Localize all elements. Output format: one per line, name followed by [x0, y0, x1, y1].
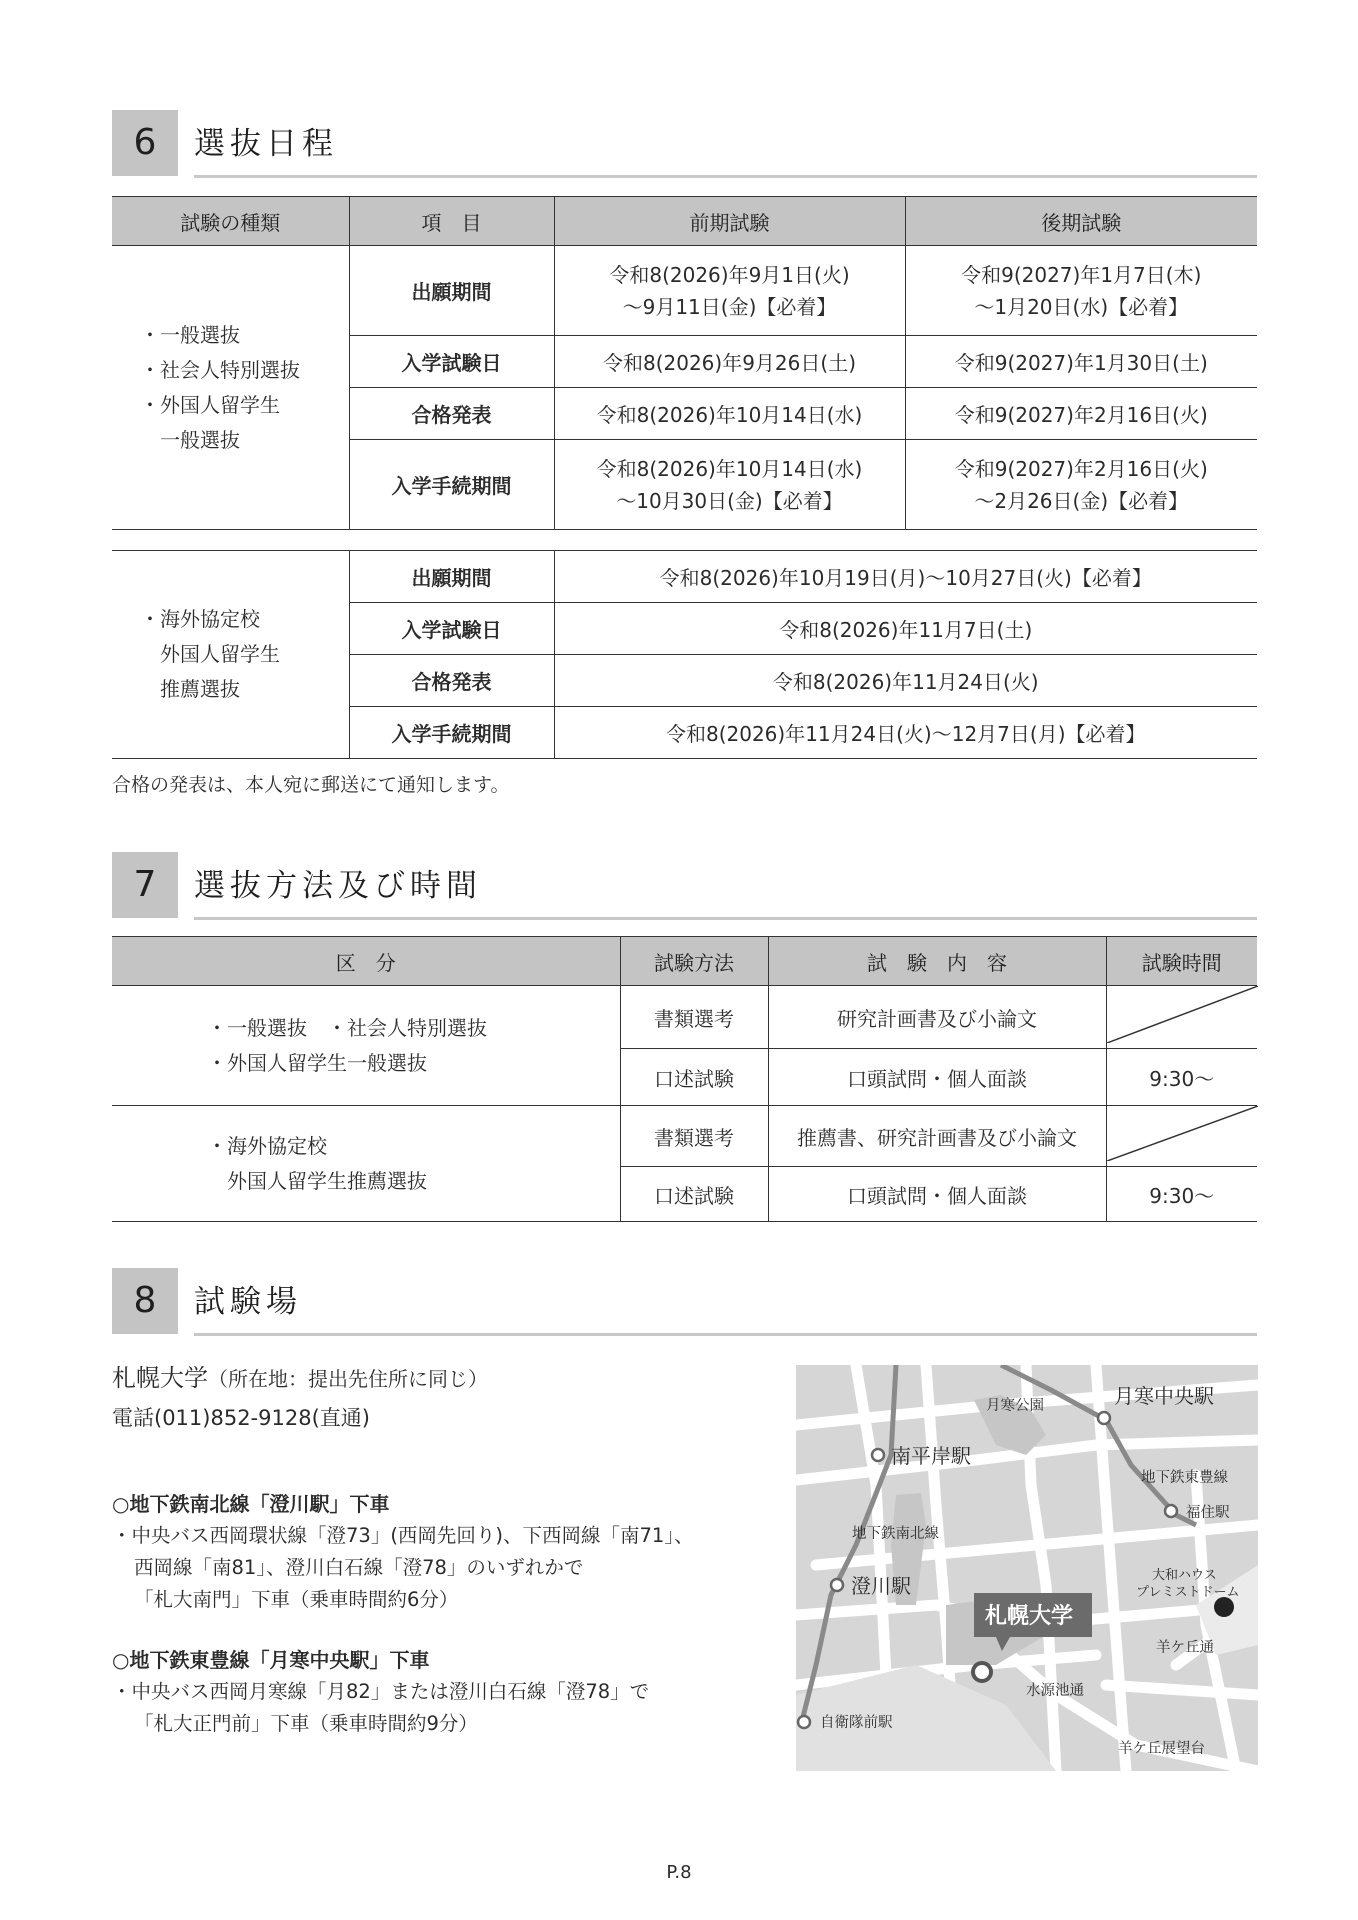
exam-type: ・一般選抜 [140, 322, 240, 347]
early-date: 令和8(2026)年10月14日(水) ～10月30日(金)【必着】 [554, 440, 905, 530]
item-label: 入学試験日 [349, 336, 554, 388]
content: 口頭試問・個人面談 [768, 1167, 1106, 1222]
content: 研究計画書及び小論文 [768, 986, 1106, 1049]
late-date: 令和9(2027)年2月16日(火) ～2月26日(金)【必着】 [905, 440, 1257, 530]
dome-marker [1214, 1597, 1234, 1617]
section-number: 7 [112, 852, 178, 918]
access-line: 「札大正門前」下車（乗車時間約9分） [134, 1712, 478, 1735]
section-rule [194, 175, 1257, 178]
date-value: 令和8(2026)年11月24日(火)～12月7日(月)【必着】 [554, 707, 1257, 759]
section-title: 選抜日程 [194, 126, 338, 162]
col-header-early: 前期試験 [554, 197, 905, 246]
section-number: 8 [112, 1268, 178, 1334]
exam-type: ・海外協定校 [140, 607, 260, 631]
col-header-late: 後期試験 [905, 197, 1257, 246]
time: 9:30～ [1106, 1049, 1257, 1106]
diagonal-slash [1107, 1106, 1258, 1161]
col-header-content: 試 験 内 容 [768, 937, 1106, 986]
access-heading: ○地下鉄南北線「澄川駅」下車 [112, 1492, 390, 1516]
late-date: 令和9(2027)年1月7日(木) ～1月20日(水)【必着】 [905, 246, 1257, 336]
item-label: 出願期間 [349, 551, 554, 603]
early-date: 令和8(2026)年9月1日(火) ～9月11日(金)【必着】 [554, 246, 905, 336]
access-map [796, 1365, 1258, 1771]
time: 9:30～ [1106, 1167, 1257, 1222]
station-minami-hiragishi [872, 1449, 884, 1461]
section-7-header [112, 852, 1257, 918]
item-label: 合格発表 [349, 388, 554, 440]
category-line: ・海外協定校 [207, 1133, 327, 1158]
venue-name-text: 札幌大学 [112, 1364, 208, 1392]
content: 口頭試問・個人面談 [768, 1049, 1106, 1106]
date-value: 令和8(2026)年11月7日(土) [554, 603, 1257, 655]
section-number: 6 [112, 110, 178, 176]
col-header-category: 区 分 [112, 937, 620, 986]
schedule-table-b [112, 550, 1257, 759]
label-sumikawa: 澄川駅 [851, 1574, 911, 1598]
method-table [112, 936, 1257, 1222]
access-line: ・中央バス西岡環状線「澄73」(西岡先回り)、下西岡線「南71」、 [112, 1524, 694, 1547]
station-tsukisamu-chuo [1098, 1412, 1110, 1424]
exam-type-cell [112, 246, 349, 530]
late-date: 令和9(2027)年1月30日(土) [905, 336, 1257, 388]
label-tsukisamu-park: 月寒公園 [986, 1398, 1044, 1414]
label-observatory: 羊ケ丘展望台 [1118, 1741, 1205, 1757]
content: 推薦書、研究計画書及び小論文 [768, 1106, 1106, 1167]
late-date: 令和9(2027)年2月16日(火) [905, 388, 1257, 440]
access-line: ・中央バス西岡月寒線「月82」または澄川白石線「澄78」で [112, 1680, 650, 1703]
label-toho-line: 地下鉄東豊線 [1141, 1470, 1228, 1486]
early-date: 令和8(2026)年10月14日(水) [554, 388, 905, 440]
section-8-header [112, 1268, 1257, 1334]
item-label: 入学手続期間 [349, 440, 554, 530]
item-label: 合格発表 [349, 655, 554, 707]
access-heading: ○地下鉄東豊線「月寒中央駅」下車 [112, 1648, 430, 1672]
category-line: ・一般選抜 ・社会人特別選抜 [207, 1015, 487, 1040]
diagonal-slash [1107, 986, 1258, 1043]
access-route-1 [112, 1488, 694, 1616]
time-na-cell [1106, 986, 1257, 1049]
section-rule [194, 917, 1257, 920]
date-value: 令和8(2026)年10月19日(月)～10月27日(火)【必着】 [554, 551, 1257, 603]
method: 口述試験 [620, 1049, 768, 1106]
label-dome-line1: 大和ハウス [1152, 1568, 1217, 1583]
section-6-header [112, 110, 1257, 176]
access-line: 西岡線「南81」、澄川白石線「澄78」のいずれかで [134, 1556, 584, 1579]
exam-type: ・社会人特別選抜 [140, 357, 300, 382]
access-line: 「札大南門」下車（乗車時間約6分） [134, 1588, 459, 1611]
category-cell [112, 1106, 620, 1222]
announcement-note: 合格の発表は、本人宛に郵送にて通知します。 [112, 774, 510, 796]
exam-type: 外国人留学生 [160, 642, 280, 666]
col-header-time: 試験時間 [1106, 937, 1257, 986]
page-number: P.8 [666, 1862, 692, 1883]
station-fukuzumi [1165, 1505, 1177, 1517]
access-route-2 [112, 1644, 649, 1740]
schedule-table-a [112, 196, 1257, 530]
col-header-type: 試験の種類 [112, 197, 349, 246]
label-jieitaimae: 自衛隊前駅 [820, 1715, 893, 1731]
university-marker [973, 1663, 991, 1681]
label-university: 札幌大学 [985, 1604, 1074, 1629]
item-label: 出願期間 [349, 246, 554, 336]
label-minami-hiragishi: 南平岸駅 [891, 1444, 971, 1468]
label-fukuzumi: 福住駅 [1186, 1505, 1230, 1521]
label-hitsujigaoka-dori: 羊ケ丘通 [1156, 1640, 1214, 1656]
label-suigenchi-dori: 水源池通 [1026, 1683, 1084, 1699]
col-header-item: 項 目 [349, 197, 554, 246]
item-label: 入学試験日 [349, 603, 554, 655]
col-header-method: 試験方法 [620, 937, 768, 986]
section-title: 選抜方法及び時間 [194, 868, 482, 904]
category-line: ・外国人留学生一般選抜 [207, 1050, 427, 1075]
method: 口述試験 [620, 1167, 768, 1222]
category-line: 外国人留学生推薦選抜 [227, 1168, 427, 1193]
station-jieitaimae [798, 1716, 810, 1728]
label-nanboku-line: 地下鉄南北線 [852, 1526, 939, 1542]
exam-type: 一般選抜 [160, 427, 240, 452]
exam-type-cell [112, 551, 349, 759]
label-tsukisamu-chuo: 月寒中央駅 [1114, 1384, 1214, 1408]
station-sumikawa [831, 1579, 843, 1591]
exam-type: 推薦選抜 [160, 677, 240, 701]
label-dome-line2: プレミストドーム [1136, 1585, 1240, 1600]
time-na-cell [1106, 1106, 1257, 1167]
early-date: 令和8(2026)年9月26日(土) [554, 336, 905, 388]
date-value: 令和8(2026)年11月24日(火) [554, 655, 1257, 707]
section-title: 試験場 [194, 1284, 302, 1320]
method: 書類選考 [620, 986, 768, 1049]
item-label: 入学手続期間 [349, 707, 554, 759]
venue-name [112, 1358, 488, 1393]
category-cell [112, 986, 620, 1106]
exam-type: ・外国人留学生 [140, 392, 280, 417]
method: 書類選考 [620, 1106, 768, 1167]
section-rule [194, 1333, 1257, 1336]
venue-note: （所在地：提出先住所に同じ） [208, 1367, 488, 1391]
phone-number: 電話(011)852-9128(直通) [112, 1406, 370, 1430]
